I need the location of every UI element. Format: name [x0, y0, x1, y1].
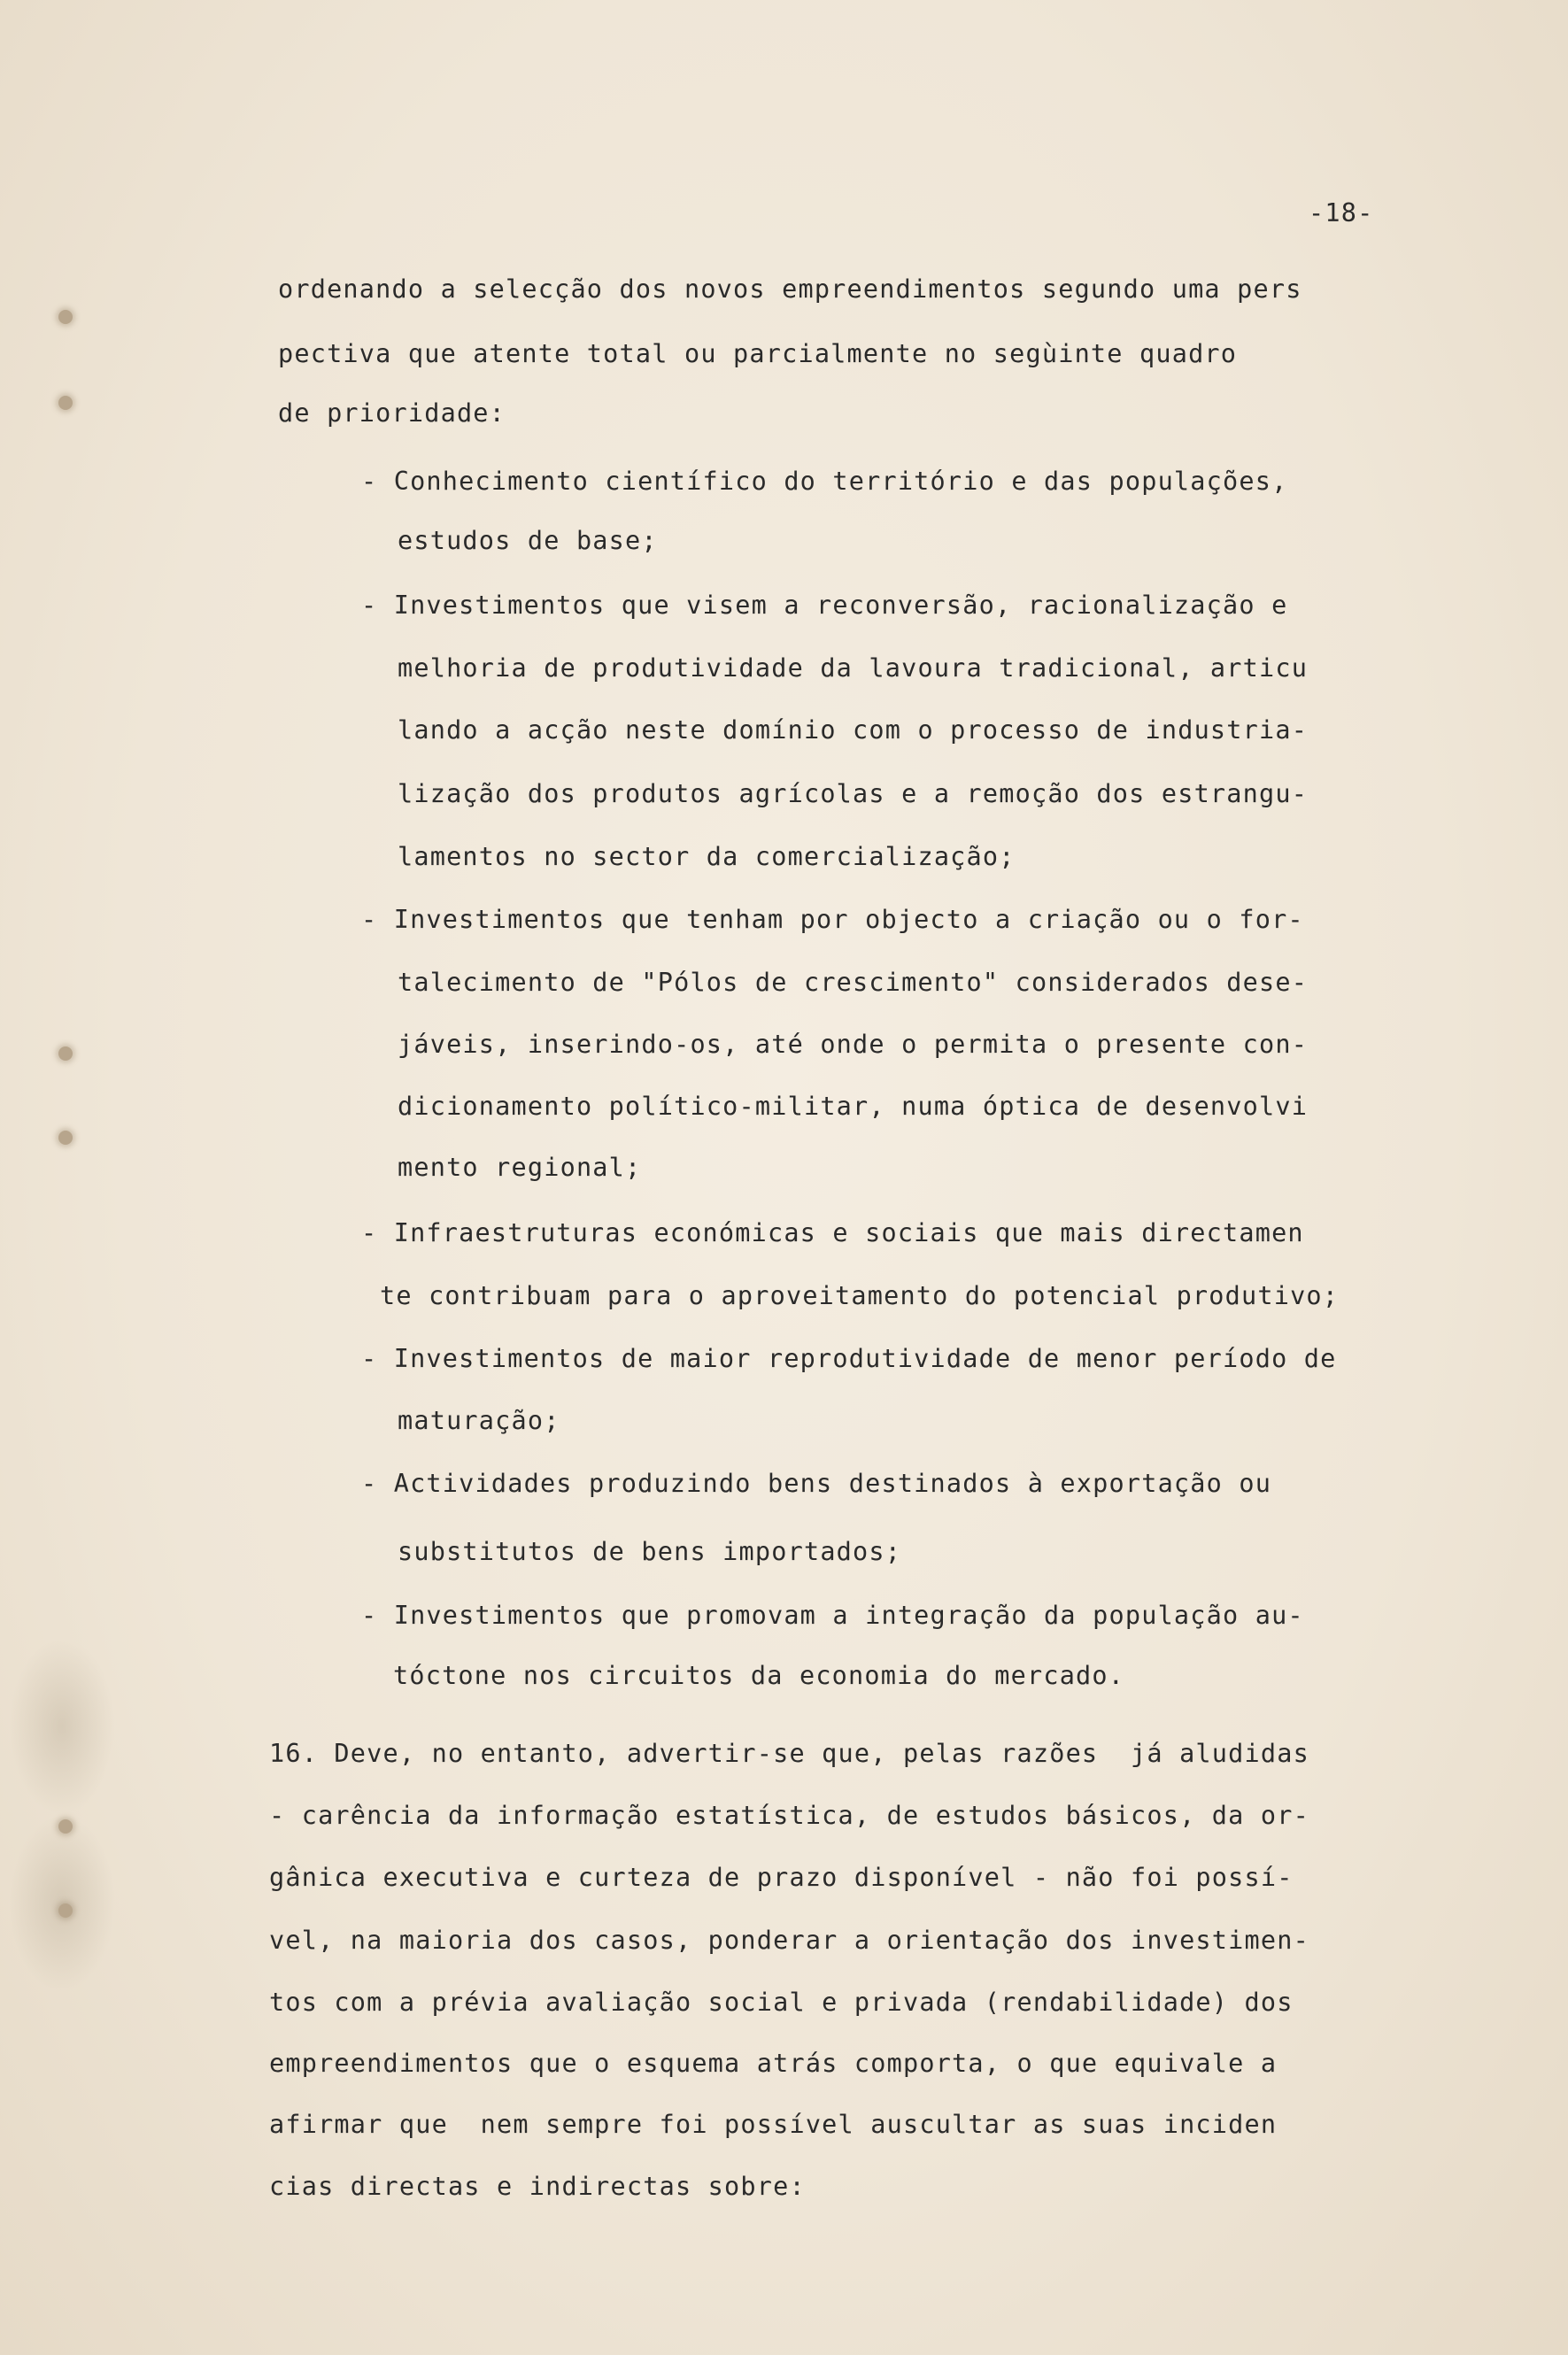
paragraph-line: - carência da informação estatística, de estudos básicos, da or- — [269, 1801, 1309, 1830]
text-line: lização dos produtos agrícolas e a remoção dos estrangu- — [398, 779, 1309, 808]
text-line: de prioridade: — [278, 398, 506, 428]
list-item: - Conhecimento científico do território e das populações, — [361, 467, 1288, 496]
list-item: - Investimentos de maior reprodutividade de menor período de — [361, 1344, 1337, 1373]
punch-hole — [58, 396, 73, 410]
paragraph-line: empreendimentos que o esquema atrás comporta, o que equivale a — [269, 2049, 1278, 2078]
paragraph-line: 16. Deve, no entanto, advertir-se que, pelas razões já aludidas — [269, 1739, 1309, 1768]
text-line: estudos de base; — [398, 526, 658, 555]
punch-hole — [58, 1819, 73, 1834]
paragraph-line: vel, na maioria dos casos, ponderar a orientação dos investimen- — [269, 1926, 1309, 1955]
list-item: - Investimentos que promovam a integração da população au- — [361, 1601, 1304, 1630]
paragraph-line: afirmar que nem sempre foi possível auscultar as suas inciden — [269, 2110, 1278, 2139]
punch-hole — [58, 1903, 73, 1918]
punch-hole — [58, 310, 73, 324]
text-line: mento regional; — [398, 1153, 642, 1182]
text-line: ordenando a selecção dos novos empreendimentos segundo uma pers — [278, 274, 1302, 304]
paragraph-line: tos com a prévia avaliação social e privada (rendabilidade) dos — [269, 1988, 1294, 2017]
text-line: maturação; — [398, 1406, 560, 1435]
list-item: - Actividades produzindo bens destinados à exportação ou — [361, 1469, 1272, 1498]
text-line: substitutos de bens importados; — [398, 1537, 902, 1566]
text-line: melhoria de produtividade da lavoura tradicional, articu — [398, 653, 1309, 683]
paragraph-line: gânica executiva e curteza de prazo disponível - não foi possí- — [269, 1863, 1294, 1892]
paper-stain — [9, 1638, 115, 1815]
punch-hole — [58, 1046, 73, 1061]
text-line: jáveis, inserindo-os, até onde o permita o presente con- — [398, 1030, 1309, 1059]
text-line: lamentos no sector da comercialização; — [398, 842, 1016, 871]
text-line: dicionamento político-militar, numa óptica de desenvolvi — [398, 1092, 1309, 1121]
text-line: te contribuam para o aproveitamento do potencial produtivo; — [380, 1281, 1340, 1310]
list-item: - Investimentos que visem a reconversão, racionalização e — [361, 591, 1288, 620]
text-line: tóctone nos circuitos da economia do mercado. — [393, 1661, 1125, 1690]
text-line: lando a acção neste domínio com o processo de industria- — [398, 715, 1309, 745]
paragraph-line: cias directas e indirectas sobre: — [269, 2172, 806, 2201]
punch-hole — [58, 1131, 73, 1145]
page-number: -18- — [1309, 198, 1374, 228]
list-item: - Infraestruturas económicas e sociais que mais directamen — [361, 1218, 1304, 1247]
text-line: talecimento de "Pólos de crescimento" considerados dese- — [398, 968, 1309, 997]
text-line: pectiva que atente total ou parcialmente no segùinte quadro — [278, 339, 1238, 368]
list-item: - Investimentos que tenham por objecto a criação ou o for- — [361, 905, 1304, 934]
